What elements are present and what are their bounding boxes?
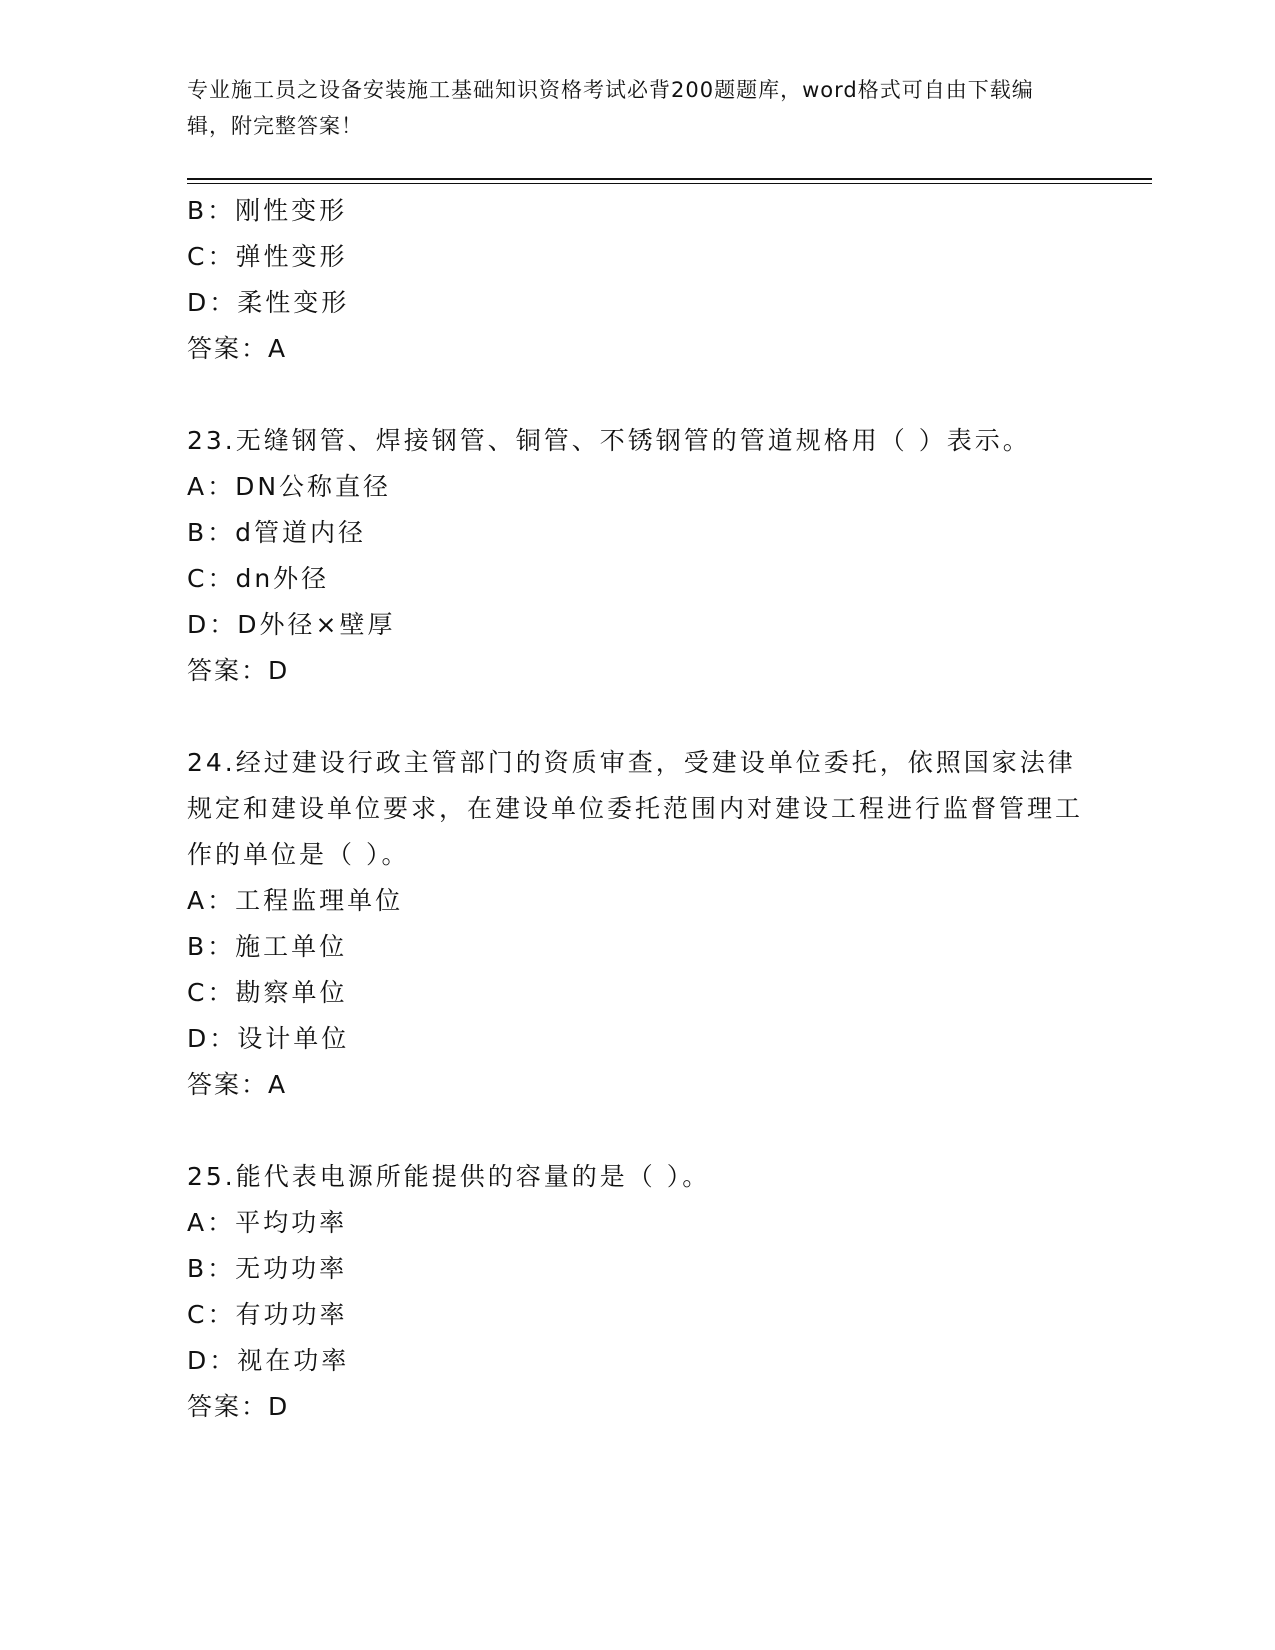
document-header: 专业施工员之设备安装施工基础知识资格考试必背200题题库，word格式可自由下载编辑，附完整答案！ (187, 78, 1034, 138)
question-stem: 23.无缝钢管、焊接钢管、铜管、不锈钢管的管道规格用（ ）表示。 (187, 426, 1031, 455)
option-b: B：无功功率 (187, 1254, 348, 1283)
question-stem: 25.能代表电源所能提供的容量的是（ ）。 (187, 1162, 711, 1191)
option-d: D：视在功率 (187, 1346, 350, 1375)
answer-line: 答案：D (187, 656, 290, 685)
option-d: D：柔性变形 (187, 288, 350, 317)
option-a: A：平均功率 (187, 1208, 348, 1237)
answer-line: 答案：A (187, 334, 288, 363)
answer-line: 答案：A (187, 1070, 288, 1099)
answer-line: 答案：D (187, 1392, 290, 1421)
option-c: C：勘察单位 (187, 978, 348, 1007)
question-24 (187, 740, 1087, 1108)
option-b: B：d管道内径 (187, 518, 367, 547)
option-c: C：dn外径 (187, 564, 330, 593)
question-22-continued (187, 188, 1087, 372)
option-b: B：施工单位 (187, 932, 348, 961)
header-divider-top (187, 178, 1152, 180)
header-divider-bottom (187, 183, 1152, 184)
option-d: D：D外径×壁厚 (187, 610, 396, 639)
option-b: B：刚性变形 (187, 196, 348, 225)
question-list (187, 188, 1087, 1476)
option-a: A：工程监理单位 (187, 886, 404, 915)
option-a: A：DN公称直径 (187, 472, 392, 501)
question-stem: 24.经过建设行政主管部门的资质审查，受建设单位委托，依照国家法律规定和建设单位要求，在建设单位委托范围内对建设工程进行监督管理工作的单位是（ ）。 (187, 748, 1084, 869)
question-23 (187, 418, 1087, 694)
option-d: D：设计单位 (187, 1024, 350, 1053)
option-c: C：弹性变形 (187, 242, 348, 271)
question-25 (187, 1154, 1087, 1430)
option-c: C：有功功率 (187, 1300, 348, 1329)
